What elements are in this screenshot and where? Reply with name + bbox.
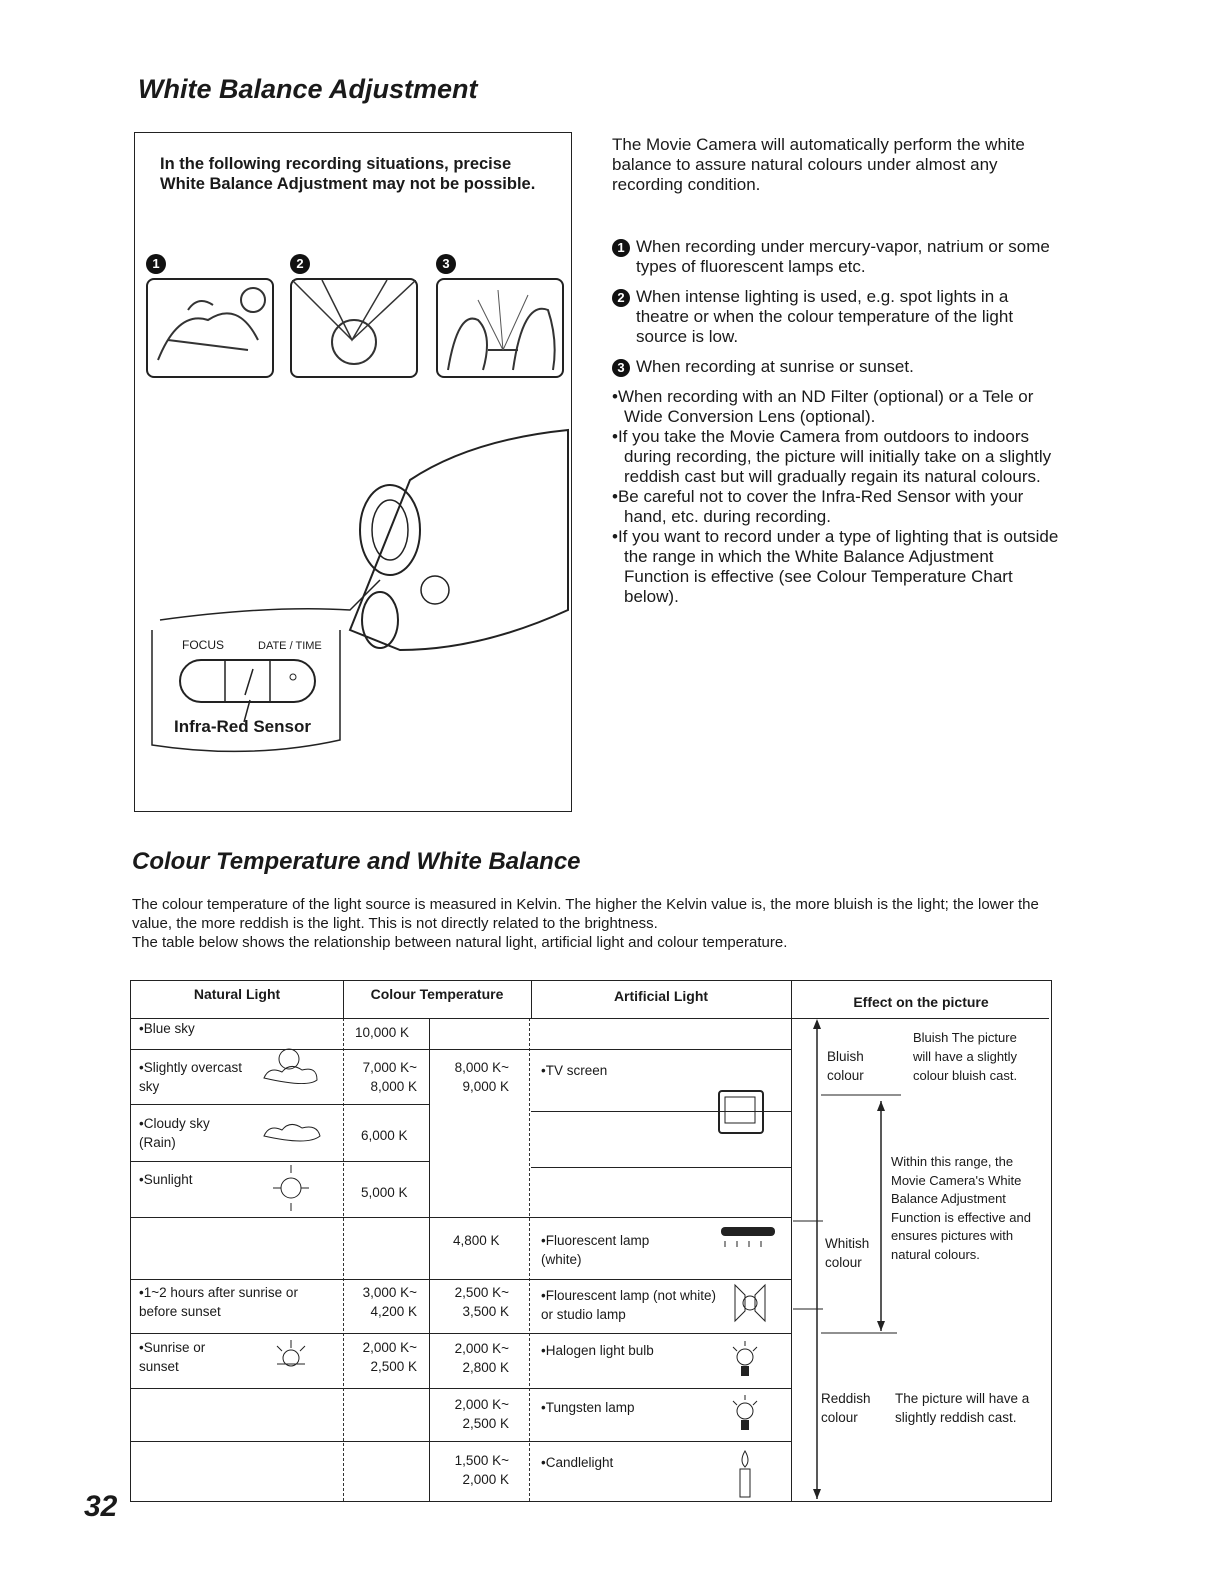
artificial-tungsten: •Tungsten lamp <box>541 1400 635 1415</box>
intro-paragraph: The Movie Camera will automatically perform the white balance to assure natural colours under almost any recording condition. <box>612 135 1025 194</box>
natural-after-sunrise: •1~2 hours after sunrise or before sunset <box>139 1285 298 1319</box>
illustration-fluorescent <box>146 278 274 378</box>
act-halogen: 2,000 K~ 2,800 K <box>454 1341 509 1375</box>
note-1: When recording with an ND Filter (optional) or a Tele or Wide Conversion Lens (optional). <box>617 387 1034 426</box>
natural-cloudy: •Cloudy sky (Rain) <box>139 1116 210 1150</box>
infra-red-sensor-label: Infra-Red Sensor <box>174 717 311 736</box>
effect-whitish: Whitish colour <box>825 1236 870 1270</box>
number-badge-2: 2 <box>290 254 310 274</box>
section-title: Colour Temperature and White Balance <box>132 848 581 875</box>
effect-range-desc: Within this range, the Movie Camera's White Balance Adjustment Function is effective and ensures pictures with natural colours. <box>891 1154 1031 1262</box>
effect-reddish: Reddish colour <box>821 1391 871 1425</box>
camera-illustration <box>150 420 570 760</box>
illustration-spotlight <box>290 278 418 378</box>
natural-sunrise-sunset: •Sunrise or sunset <box>139 1340 206 1374</box>
illustration-sunset <box>436 278 564 378</box>
artificial-candle: •Candlelight <box>541 1455 614 1470</box>
ct-sunrise: 2,000 K~ 2,500 K <box>362 1340 417 1374</box>
act-tv: 8,000 K~ 9,000 K <box>454 1060 509 1094</box>
fluorescent-tube-icon <box>709 1223 781 1253</box>
act-fluorescent-white: 4,800 K <box>453 1233 500 1248</box>
candle-icon <box>735 1449 755 1499</box>
header-colour-temperature: Colour Temperature <box>370 986 504 1002</box>
effect-bluish-desc: Bluish The picture will have a slightly colour bluish cast. <box>913 1030 1018 1083</box>
artificial-fluorescent-white: •Fluorescent lamp (white) <box>541 1233 650 1267</box>
ct-cloudy: 6,000 K <box>361 1128 408 1143</box>
sunset-icon <box>271 1336 311 1376</box>
number-badge-1: 1 <box>146 254 166 274</box>
table-intro: The table below shows the relationship between natural light, artificial light and colour temperature. <box>132 934 788 951</box>
tungsten-bulb-icon <box>729 1393 761 1439</box>
situation-1: When recording under mercury-vapor, natrium or some types of fluorescent lamps etc. <box>636 237 1050 276</box>
artificial-studio: •Flourescent lamp (not white) or studio lamp <box>541 1288 717 1322</box>
focus-label: FOCUS <box>182 638 224 652</box>
act-candle: 1,500 K~ 2,000 K <box>454 1453 509 1487</box>
number-badge-3: 3 <box>612 359 630 377</box>
note-4: If you want to record under a type of lighting that is outside the range in which the White Balance Adjustment Function is effective (see Colour Temperature Chart below). <box>617 527 1059 606</box>
natural-sunlight: •Sunlight <box>139 1172 193 1187</box>
overcast-icon <box>259 1043 329 1088</box>
note-2: If you take the Movie Camera from outdoors to indoors during recording, the picture will initially take on a slightly reddish cast but will gradually regain its natural colours. <box>617 427 1052 486</box>
situation-list: 1 When recording under mercury-vapor, natrium or some types of fluorescent lamps etc. 2 When intense lighting is used, e.g. spot lights in a theatre or when the colour temperature of the light source is low. 3 When recording at sunrise or sunset. •When recording with an ND Filter (optional) or a Tele or Wide Conversion Lens (optional). •If you take the Movie Camera from outdoors to indoors during recording, the picture will initially take on a slightly reddish cast but will gradually regain its natural colours. •Be careful not to cover the Infra-Red Sensor with your hand, etc. during recording. •If you want to record under a type of lighting that is outside the range in which the White Balance Adjustment Function is effective (see Colour Temperature Chart below). <box>612 237 1059 606</box>
ct-blue-sky: 10,000 K <box>355 1025 410 1040</box>
datetime-label: DATE / TIME <box>258 640 322 652</box>
ct-after-sunrise: 3,000 K~ 4,200 K <box>362 1285 417 1319</box>
colour-temperature-table <box>130 980 1052 1502</box>
page-number: 32 <box>84 1490 118 1523</box>
notice-text: In the following recording situations, precise White Balance Adjustment may not be possible. <box>160 155 536 193</box>
act-tungsten: 2,000 K~ 2,500 K <box>454 1397 509 1431</box>
situation-2: When intense lighting is used, e.g. spot lights in a theatre or when the colour temperature of the light source is low. <box>636 287 1014 346</box>
header-artificial-light: Artificial Light <box>613 988 709 1004</box>
number-badge-3: 3 <box>436 254 456 274</box>
situation-3: When recording at sunrise or sunset. <box>636 357 914 376</box>
number-badge-2: 2 <box>612 289 630 307</box>
sun-icon <box>271 1163 311 1213</box>
artificial-halogen: •Halogen light bulb <box>541 1343 654 1358</box>
halogen-bulb-icon <box>729 1339 761 1385</box>
kelvin-paragraph: The colour temperature of the light source is measured in Kelvin. The higher the Kelvin value is, the more bluish is the light; the lower the value, the more reddish is the light. This is not directly related to the brightness. <box>132 896 1039 932</box>
header-natural-light: Natural Light <box>193 986 281 1002</box>
act-studio: 2,500 K~ 3,500 K <box>454 1285 509 1319</box>
natural-blue-sky: •Blue sky <box>139 1021 195 1036</box>
section-intro <box>132 895 1062 952</box>
header-effect: Effect on the picture <box>853 994 989 1010</box>
effect-bluish: Bluish colour <box>827 1049 864 1083</box>
number-badge-1: 1 <box>612 239 630 257</box>
ct-overcast: 7,000 K~ 8,000 K <box>362 1060 417 1094</box>
cloud-icon <box>259 1111 334 1146</box>
ct-sunlight: 5,000 K <box>361 1185 408 1200</box>
tv-icon <box>717 1089 767 1137</box>
effect-reddish-desc: The picture will have a slightly reddish cast. <box>895 1391 1030 1425</box>
studio-lamp-icon <box>733 1283 767 1323</box>
page-title: White Balance Adjustment <box>138 74 478 104</box>
artificial-tv: •TV screen <box>541 1063 608 1078</box>
note-3: Be careful not to cover the Infra-Red Sensor with your hand, etc. during recording. <box>617 487 1024 526</box>
natural-overcast: •Slightly overcast sky <box>139 1060 243 1094</box>
